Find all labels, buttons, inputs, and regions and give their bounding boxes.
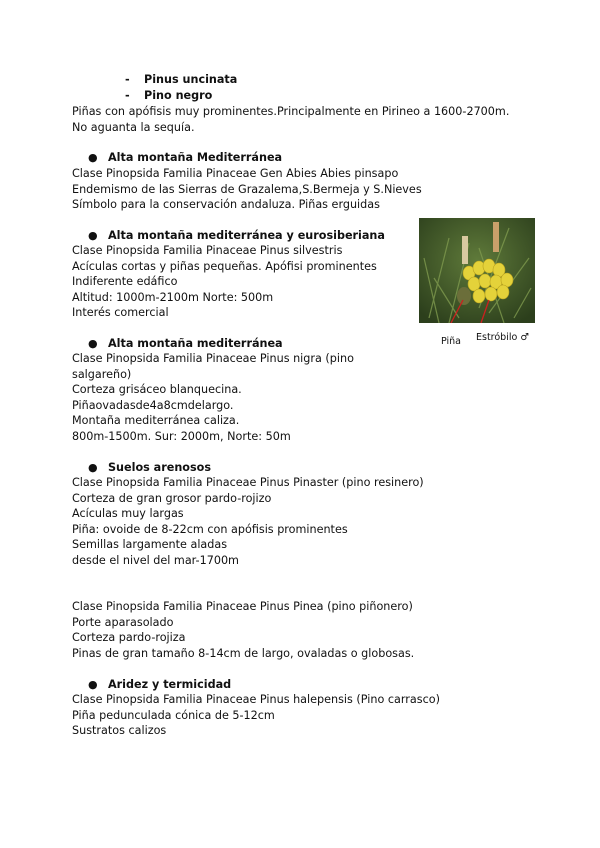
section-heading: Suelos arenosos (108, 461, 211, 474)
pine-strobili-image (419, 218, 535, 323)
paragraph-line: Interés comercial (72, 306, 169, 319)
list-dash: - (125, 89, 130, 102)
list-dash: - (125, 73, 130, 86)
paragraph-line: Indiferente edáfico (72, 275, 178, 288)
paragraph-line: Montaña mediterránea caliza. (72, 414, 240, 427)
paragraph-line: No aguanta la sequía. (72, 121, 195, 134)
bullet-icon: ● (88, 461, 98, 474)
paragraph-line: Endemismo de las Sierras de Grazalema,S.Bermeja y S.Nieves (72, 183, 422, 196)
section-heading: Alta montaña mediterránea y eurosiberiana (108, 229, 385, 242)
section-heading: Alta montaña mediterránea (108, 337, 283, 350)
paragraph-line: Clase Pinopsida Familia Pinaceae Pinus silvestris (72, 244, 343, 257)
paragraph-line: Altitud: 1000m-2100m Norte: 500m (72, 291, 274, 304)
paragraph-line: Clase Pinopsida Familia Pinaceae Pinus Pinaster (pino resinero) (72, 476, 424, 489)
bullet-icon: ● (88, 229, 98, 242)
paragraph-line: Piñaovadasde4a8cmdelargo. (72, 399, 234, 412)
paragraph-line: Piñas con apófisis muy prominentes.Principalmente en Pirineo a 1600-2700m. (72, 105, 510, 118)
paragraph-line: Acículas muy largas (72, 507, 184, 520)
paragraph-line: Símbolo para la conservación andaluza. Piñas erguidas (72, 198, 380, 211)
paragraph-line: Piña pedunculada cónica de 5-12cm (72, 709, 275, 722)
paragraph-line: Corteza de gran grosor pardo-rojizo (72, 492, 272, 505)
pine-photo (419, 218, 535, 323)
paragraph-line: 800m-1500m. Sur: 2000m, Norte: 50m (72, 430, 291, 443)
paragraph-line: Clase Pinopsida Familia Pinaceae Pinus halepensis (Pino carrasco) (72, 693, 440, 706)
paragraph-line: salgareño) (72, 368, 132, 381)
bullet-icon: ● (88, 337, 98, 350)
paragraph-line: Pinas de gran tamaño 8-14cm de largo, ovaladas o globosas. (72, 647, 415, 660)
paragraph-line: Corteza pardo-rojiza (72, 631, 186, 644)
paragraph-line: Corteza grisáceo blanquecina. (72, 383, 242, 396)
paragraph-line: Piña: ovoide de 8-22cm con apófisis prominentes (72, 523, 348, 536)
bullet-icon: ● (88, 678, 98, 691)
species-item: Pinus uncinata (144, 73, 238, 86)
paragraph-line: Clase Pinopsida Familia Pinaceae Gen Abies Abies pinsapo (72, 167, 399, 180)
species-item: Pino negro (144, 89, 213, 102)
section-heading: Aridez y termicidad (108, 678, 232, 691)
section-heading: Alta montaña Mediterránea (108, 151, 283, 164)
paragraph-line: Semillas largamente aladas (72, 538, 228, 551)
paragraph-line: Porte aparasolado (72, 616, 174, 629)
paragraph-line: Sustratos calizos (72, 724, 167, 737)
figure-caption-cone: Piña (441, 336, 462, 347)
paragraph-line: Clase Pinopsida Familia Pinaceae Pinus Pinea (pino piñonero) (72, 600, 413, 613)
figure-caption-strobilus: Estróbilo ♂ (476, 332, 529, 343)
paragraph-line: Acículas cortas y piñas pequeñas. Apófisi prominentes (72, 260, 377, 273)
paragraph-line: Clase Pinopsida Familia Pinaceae Pinus nigra (pino (72, 352, 354, 365)
paragraph-line: desde el nivel del mar-1700m (72, 554, 239, 567)
bullet-icon: ● (88, 151, 98, 164)
